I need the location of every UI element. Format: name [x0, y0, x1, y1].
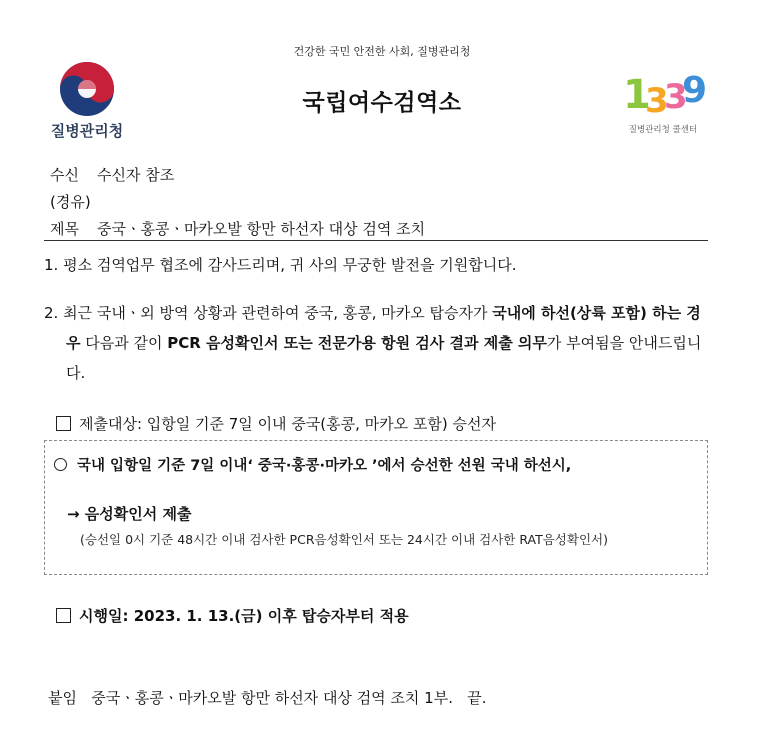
recipient-value: 수신자 참조 [97, 166, 175, 184]
page-title: 국립여수검역소 [302, 90, 462, 116]
recipient-row [50, 164, 174, 185]
svg-text:3: 3 [664, 77, 688, 117]
box-line-1 [54, 454, 571, 475]
subject-value: 중국ㆍ홍콩ㆍ마카오발 항만 하선자 대상 검역 조치 [97, 220, 426, 238]
target-text: 제출대상: 입항일 기준 7일 이내 중국(홍콩, 마카오 포함) 승선자 [79, 415, 496, 433]
box-line-1-text: 국내 입항일 기준 7일 이내‘ 중국·홍콩·마카오 ’에서 승선한 선원 국내 하선시, [77, 458, 572, 474]
circle-bullet-icon [54, 458, 67, 471]
checkbox-icon [56, 416, 71, 431]
recipient-label: 수신 [50, 166, 79, 184]
notice-box [44, 440, 708, 575]
callcenter-logo [620, 60, 706, 140]
effective-date-line [56, 601, 706, 631]
callcenter-caption: 질병관리청 콜센터 [628, 125, 698, 135]
target-line [56, 409, 706, 439]
via-label: (경유) [50, 193, 91, 211]
attachment-line: 붙임 중국ㆍ홍콩ㆍ마카오발 항만 하선자 대상 검역 조치 1부. 끝. [48, 689, 487, 707]
p2-text-a: 2. 최근 국내ㆍ외 방역 상황과 관련하여 중국, 홍콩, 마카오 탑승자가 [44, 304, 493, 322]
svg-text:1: 1 [623, 72, 651, 118]
p2-text-g: 가 부여됨을 안내드립니다. [66, 334, 702, 382]
paragraph-2 [44, 298, 710, 388]
via-row [50, 191, 91, 212]
box-line-2: → 음성확인서 제출 [67, 505, 192, 523]
effective-text: 시행일: 2023. 1. 13.(금) 이후 탑승자부터 적용 [79, 607, 409, 625]
p2-text-d: 다음과 같이 [80, 334, 168, 352]
paragraph-1: 1. 평소 검역업무 협조에 감사드리며, 귀 사의 무궁한 발전을 기원합니다. [44, 256, 517, 274]
svg-text:3: 3 [645, 81, 669, 121]
checkbox-icon [56, 608, 71, 623]
callcenter-1339-icon [620, 60, 706, 122]
svg-text:9: 9 [682, 70, 706, 111]
subject-row [50, 218, 425, 239]
kdca-logo-text: 질병관리청 [50, 122, 124, 140]
slogan: 건강한 국민 안전한 사회, 질병관리청 [293, 45, 471, 58]
p2-bold-c: 륙 포함) 하는 경우 [66, 304, 701, 352]
p2-bold-f: 출 의무 [498, 334, 547, 352]
header-divider [44, 240, 708, 241]
box-line-3: (승선일 0시 기준 48시간 이내 검사한 PCR음성확인서 또는 24시간 이내 검사한 RAT음성확인서) [80, 532, 608, 547]
p2-bold-e: PCR 음성확인서 또는 전문가용 항원 검사 결과 제 [167, 334, 499, 352]
subject-label: 제목 [50, 220, 79, 238]
p2-bold-b: 국내에 하선(상 [492, 304, 592, 322]
